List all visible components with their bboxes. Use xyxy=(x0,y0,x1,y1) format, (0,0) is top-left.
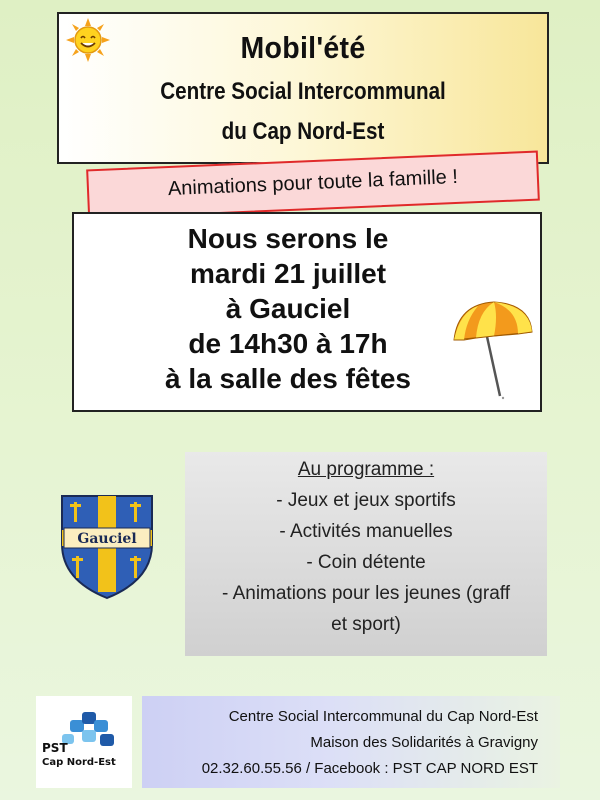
footer-address: Maison des Solidarités à Gravigny xyxy=(310,734,538,751)
puzzle-logo-icon xyxy=(36,696,132,788)
contact-footer xyxy=(142,696,560,788)
footer-contact: 02.32.60.55.56 / Facebook : PST CAP NORD EST xyxy=(201,760,538,777)
programme-item: - Animations pour les jeunes (graff xyxy=(222,583,510,604)
programme-heading: Au programme : xyxy=(297,459,435,480)
programme-item: - Coin détente xyxy=(306,552,426,573)
programme-box xyxy=(185,452,547,656)
event-line: Nous serons le xyxy=(187,223,389,254)
sun-icon xyxy=(66,18,110,62)
event-venue: à la salle des fêtes xyxy=(165,363,411,394)
crest-label: Gauciel xyxy=(77,531,137,547)
event-town: à Gauciel xyxy=(225,293,351,324)
header-box xyxy=(57,12,549,164)
logo-line2: Cap Nord-Est xyxy=(42,757,116,768)
programme-item: et sport) xyxy=(331,614,401,635)
footer-organisation: Centre Social Intercommunal du Cap Nord-Est xyxy=(228,708,538,725)
programme-item: - Activités manuelles xyxy=(279,521,453,542)
event-time: de 14h30 à 17h xyxy=(188,328,388,359)
event-date: mardi 21 juillet xyxy=(189,258,387,289)
pst-logo xyxy=(36,696,132,788)
page-title: Mobil'été xyxy=(240,30,366,65)
gauciel-coat-of-arms xyxy=(58,492,156,600)
tagline-text: Animations pour toute la famille ! xyxy=(167,165,459,201)
organisation-name: Centre Social Intercommunal xyxy=(160,78,446,105)
logo-line1: PST xyxy=(42,741,68,755)
programme-item: - Jeux et jeux sportifs xyxy=(276,490,456,511)
beach-umbrella-icon xyxy=(448,298,536,402)
organisation-subname: du Cap Nord-Est xyxy=(221,118,385,145)
